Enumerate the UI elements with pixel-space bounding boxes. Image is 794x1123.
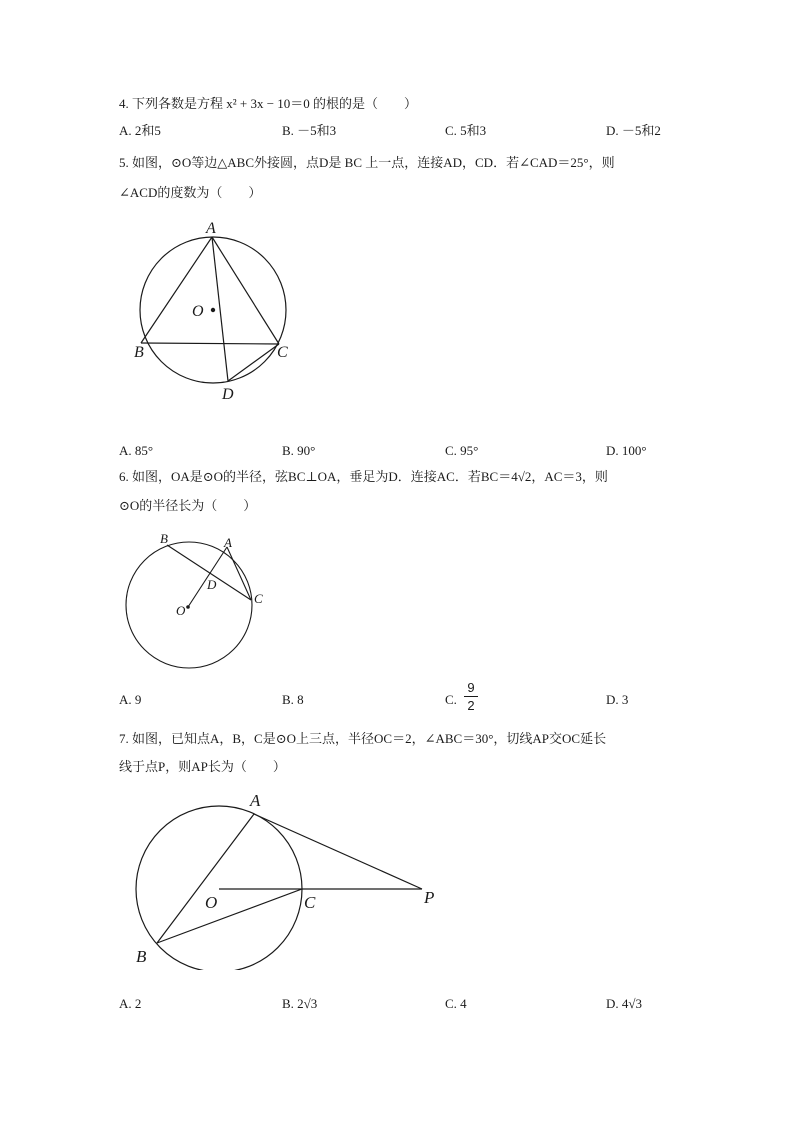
q7-label-p: P [424,888,435,907]
q5-label-o: O [192,303,204,320]
q5-option-b: B. 90° [282,443,316,458]
q5-side-ab [141,237,212,343]
q5-option-d: D. 100° [606,443,647,458]
q6-stem-line1: 6. 如图，OA是⊙O的半径，弦BC⊥OA，垂足为D．连接AC．若BC＝4√2，AC＝3，则 [119,469,608,484]
q5-label-c: C [277,344,288,361]
q5-center-point [211,308,215,312]
q7-segment-bc [157,889,302,943]
q7-circle [136,806,302,970]
q5-option-c: C. 95° [445,443,479,458]
q5-label-d: D [222,386,234,403]
q7-label-b: B [136,947,147,966]
q5-stem-line1: 5. 如图，⊙O等边△ABC外接圆，点D是 BC 上一点，连接AD，CD．若∠CAD＝25°，则 [119,155,615,170]
q6-label-b: B [160,531,168,546]
q7-label-c: C [304,893,316,912]
q7-label-a: A [250,791,261,810]
q4-option-c: C. 5和3 [445,123,487,138]
q5-segment-cd [228,344,279,381]
fraction-numerator: 9 [467,680,475,695]
q6-figure [120,530,270,675]
q6-label-c: C [254,591,263,606]
q6-option-c-fraction [464,680,478,713]
q6-option-a: A. 9 [119,692,142,707]
q4-option-d: D. －5和2 [606,123,661,138]
q6-label-o: O [176,603,186,618]
q5-label-b: B [134,344,144,361]
q5-label-a: A [206,220,216,237]
q4-option-b: B. －5和3 [282,123,337,138]
q6-label-a: A [224,535,232,550]
q7-figure [120,785,450,970]
q6-label-d: D [207,577,217,592]
q7-stem-line2: 线于点P，则AP长为（ ） [119,759,286,774]
q7-label-o: O [205,893,218,912]
q7-option-d: D. 4√3 [606,996,643,1011]
q7-option-c: C. 4 [445,996,467,1011]
q5-side-bc [141,343,279,344]
q4-stem: 4. 下列各数是方程 x² + 3x − 10＝0 的根的是（ ） [119,96,418,111]
q7-tangent-ap [254,814,422,889]
q5-option-a: A. 85° [119,443,154,458]
q6-option-c: C. [445,692,457,707]
fraction-denominator: 2 [467,698,475,713]
q5-stem-line2: ∠ACD的度数为（ ） [119,185,262,200]
q7-option-b: B. 2√3 [282,996,318,1011]
q7-segment-ab [157,814,254,943]
q6-center-point [186,605,190,609]
q6-option-d: D. 3 [606,692,629,707]
q6-option-b: B. 8 [282,692,304,707]
q7-option-a: A. 2 [119,996,142,1011]
q5-figure [120,215,310,410]
q4-option-a: A. 2和5 [119,123,161,138]
q7-stem-line1: 7. 如图，已知点A，B，C是⊙O上三点，半径OC＝2，∠ABC＝30°，切线AP交OC延长 [119,731,607,746]
q6-stem-line2: ⊙O的半径长为（ ） [119,498,257,513]
fraction-bar [464,696,478,697]
